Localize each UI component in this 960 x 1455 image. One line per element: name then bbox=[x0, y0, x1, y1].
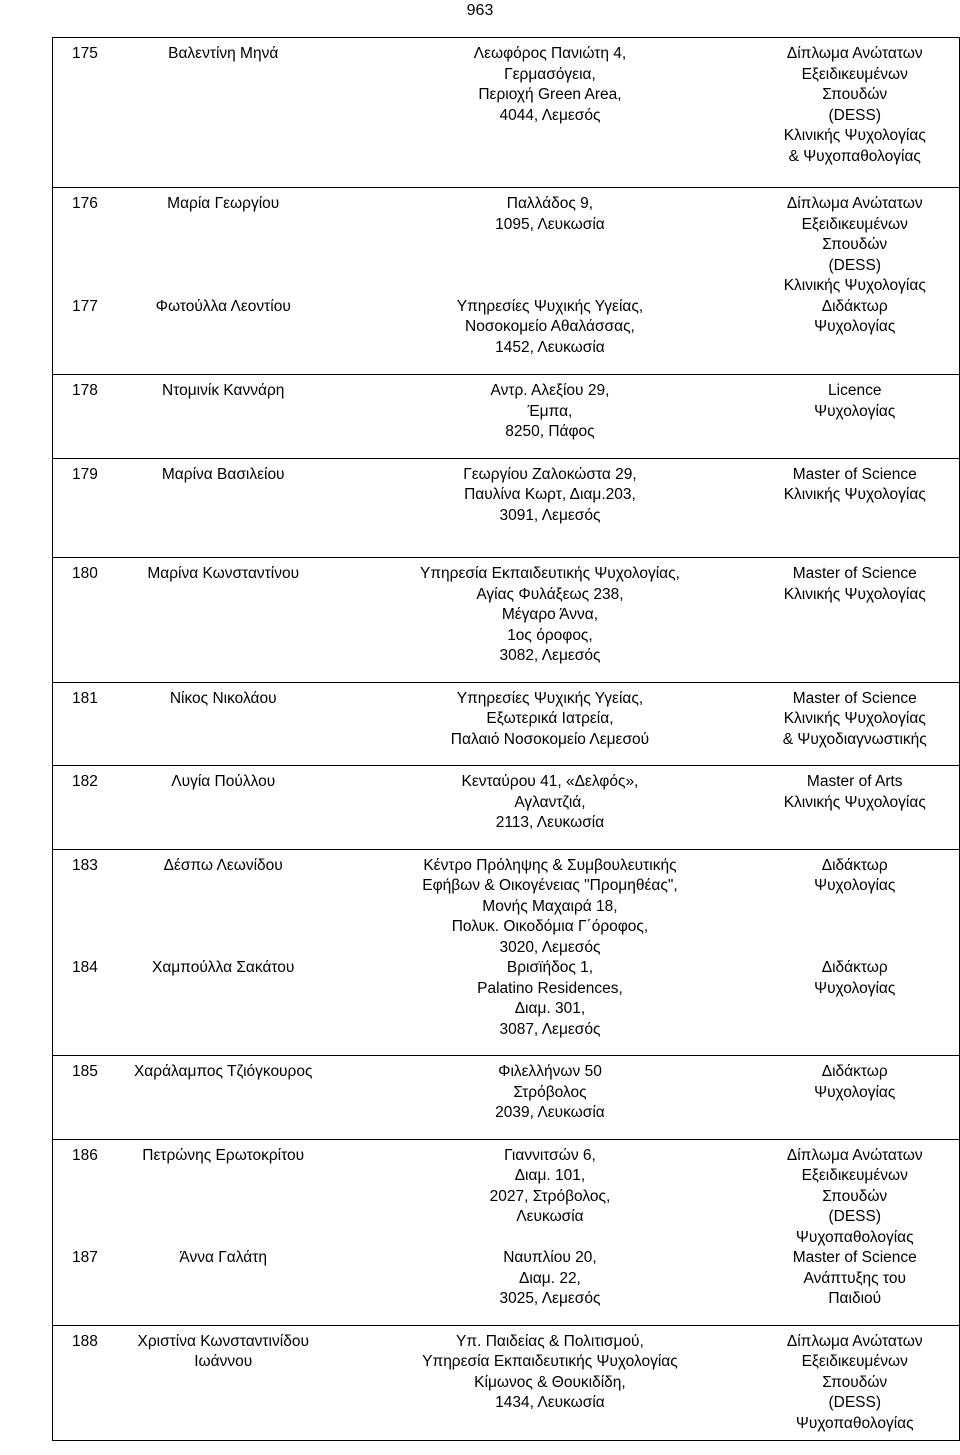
entry-address-line: Palatino Residences, bbox=[477, 979, 623, 997]
entry-qualification bbox=[750, 297, 959, 359]
entry-number: 187 bbox=[72, 1249, 98, 1266]
entry-address-line: Υπηρεσία Εκπαιδευτικής Ψυχολογίας, bbox=[420, 565, 680, 582]
entry-qualification-line: Διδάκτωρ bbox=[821, 856, 888, 874]
entry-address-line: 1095, Λευκωσία bbox=[495, 215, 605, 233]
entry-address-line: 1452, Λευκωσία bbox=[495, 338, 605, 356]
row-cell bbox=[53, 558, 960, 683]
row-cell bbox=[53, 1325, 960, 1441]
entry-name bbox=[97, 381, 349, 443]
entry-number: 179 bbox=[72, 465, 98, 483]
entry-qualification-line: Κλινικής Ψυχολογίας bbox=[783, 710, 926, 727]
entry-address-line: Γεωργίου Ζαλοκώστα 29, bbox=[463, 465, 637, 483]
entry-qualification-line: Master of Arts bbox=[806, 773, 903, 790]
registry-entry bbox=[53, 1146, 959, 1249]
entry-name-line: Μαρία Γεωργίου bbox=[167, 195, 280, 212]
entry-address bbox=[349, 465, 750, 527]
entry-name-line: Βαλεντίνη Μηνά bbox=[168, 45, 279, 62]
entry-address-line: Παυλίνα Κωρτ, Διαμ.203, bbox=[464, 486, 636, 503]
entry-address-line: Κέντρο Πρόληψης & Συμβουλευτικής bbox=[423, 856, 677, 874]
entry-address-line: Φιλελλήνων 50 bbox=[498, 1063, 602, 1080]
entry-name bbox=[97, 1248, 349, 1310]
psychologist-registry-table bbox=[52, 37, 960, 1441]
entry-qualification-line: & Ψυχοδιαγνωστικής bbox=[782, 730, 927, 748]
entry-name bbox=[97, 689, 349, 751]
entry-name bbox=[97, 1332, 349, 1435]
entry-address-line: Μονής Μαχαιρά 18, bbox=[482, 897, 618, 915]
entry-address-line: Γερμασόγεια, bbox=[504, 65, 596, 83]
entry-number: 177 bbox=[72, 297, 98, 315]
entry-qualification-line: (DESS) bbox=[828, 106, 882, 124]
entry-qualification-line: (DESS) bbox=[828, 256, 882, 274]
registry-entry bbox=[53, 564, 959, 667]
entry-address-line: Υπηρεσία Εκπαιδευτικής Ψυχολογίας bbox=[422, 1353, 678, 1370]
entry-number: 175 bbox=[72, 45, 98, 62]
entry-address-line: 3087, Λεμεσός bbox=[499, 1020, 601, 1038]
entry-address bbox=[349, 44, 750, 167]
entry-number: 181 bbox=[72, 689, 98, 707]
entry-address-line: Λευκωσία bbox=[516, 1208, 584, 1225]
entry-name-line: Φωτούλλα Λεοντίου bbox=[155, 297, 291, 315]
entry-qualification-line: Master of Science bbox=[792, 565, 917, 582]
table-row bbox=[53, 38, 960, 188]
entry-qualification bbox=[750, 856, 959, 959]
entry-qualification-line: Ψυχοπαθολογίας bbox=[795, 1228, 914, 1246]
entry-number: 184 bbox=[72, 959, 98, 976]
entry-qualification-line: & Ψυχοπαθολογίας bbox=[788, 147, 921, 165]
entry-address-line: 1434, Λευκωσία bbox=[495, 1394, 605, 1411]
entry-qualification-line: (DESS) bbox=[828, 1394, 882, 1411]
entry-name bbox=[97, 1146, 349, 1249]
entry-name bbox=[97, 194, 349, 297]
row-cell bbox=[53, 458, 960, 558]
entry-name-line: Μαρίνα Κωνσταντίνου bbox=[147, 565, 300, 582]
entry-address-line: Διαμ. 101, bbox=[514, 1167, 586, 1184]
entry-address-line: Έμπα, bbox=[527, 402, 573, 420]
entry-qualification bbox=[750, 564, 959, 667]
entry-qualification-line: Διδάκτωρ bbox=[821, 297, 888, 315]
entry-address bbox=[349, 772, 750, 834]
entry-qualification bbox=[750, 194, 959, 297]
entry-address-line: Εφήβων & Οικογένειας "Προμηθέας", bbox=[422, 877, 678, 894]
entry-address-line: 2039, Λευκωσία bbox=[495, 1104, 605, 1121]
entry-qualification-line: Δίπλωμα Ανώτατων bbox=[786, 195, 923, 212]
entry-qualification-line: Κλινικής Ψυχολογίας bbox=[783, 793, 926, 811]
entry-qualification-line: (DESS) bbox=[828, 1208, 882, 1225]
entry-address-line: Βρισϊήδος 1, bbox=[506, 959, 594, 976]
entry-address-line: Νοσοκομείο Αθαλάσσας, bbox=[465, 318, 635, 335]
entry-address-line: 2113, Λευκωσία bbox=[495, 814, 605, 831]
entry-address bbox=[349, 1248, 750, 1310]
entry-qualification-line: Ψυχοπαθολογίας bbox=[795, 1414, 914, 1432]
entry-qualification-line: Εξειδικευμένων bbox=[801, 65, 908, 83]
registry-entry bbox=[53, 1332, 959, 1435]
entry-qualification bbox=[750, 465, 959, 527]
entry-address-line: Ναυπλίου 20, bbox=[503, 1249, 597, 1266]
table-row bbox=[53, 558, 960, 683]
entry-name bbox=[97, 297, 349, 359]
entry-address bbox=[349, 564, 750, 667]
registry-body bbox=[53, 38, 960, 1441]
entry-qualification-line: Σπουδών bbox=[822, 1187, 888, 1205]
entry-address-line: Υπηρεσίες Ψυχικής Υγείας, bbox=[456, 689, 644, 707]
table-row bbox=[53, 1056, 960, 1140]
entry-address-line: Υπ. Παιδείας & Πολιτισμού, bbox=[456, 1332, 644, 1350]
entry-address-line: 3025, Λεμεσός bbox=[499, 1290, 601, 1307]
entry-number: 176 bbox=[72, 195, 98, 212]
entry-name bbox=[97, 564, 349, 667]
entry-address-line: Κενταύρου 41, «Δελφός», bbox=[461, 773, 639, 790]
page-number: 963 bbox=[466, 2, 494, 19]
entry-address-line: Υπηρεσίες Ψυχικής Υγείας, bbox=[456, 297, 644, 315]
registry-entry bbox=[53, 194, 959, 297]
registry-entry bbox=[53, 381, 959, 443]
entry-number: 180 bbox=[72, 565, 98, 582]
entry-number: 178 bbox=[72, 382, 98, 399]
registry-entry bbox=[53, 1062, 959, 1124]
entry-number: 182 bbox=[72, 773, 98, 790]
row-cell bbox=[53, 38, 960, 188]
entry-qualification-line: Εξειδικευμένων bbox=[801, 1167, 908, 1184]
entry-name bbox=[97, 1062, 349, 1124]
entry-name bbox=[97, 856, 349, 959]
entry-address bbox=[349, 297, 750, 359]
entry-address bbox=[349, 1062, 750, 1124]
entry-address-line: Πολυκ. Οικοδόμια Γ΄όροφος, bbox=[451, 918, 649, 935]
entry-qualification-line: Κλινικής Ψυχολογίας bbox=[783, 277, 926, 294]
registry-entry bbox=[53, 465, 959, 527]
entry-address-line: 3082, Λεμεσός bbox=[499, 647, 601, 664]
entry-name bbox=[97, 958, 349, 1040]
row-cell bbox=[53, 849, 960, 1056]
entry-qualification bbox=[750, 1062, 959, 1124]
entry-qualification-line: Master of Science bbox=[792, 1249, 917, 1266]
entry-qualification-line: Ψυχολογίας bbox=[814, 1083, 896, 1101]
table-row bbox=[53, 375, 960, 459]
entry-qualification bbox=[750, 1248, 959, 1310]
entry-qualification-line: Master of Science bbox=[792, 689, 917, 707]
entry-address bbox=[349, 958, 750, 1040]
table-row bbox=[53, 188, 960, 375]
entry-address bbox=[349, 1146, 750, 1249]
entry-address bbox=[349, 194, 750, 297]
entry-qualification-line: Σπουδών bbox=[822, 236, 888, 253]
row-cell bbox=[53, 188, 960, 375]
entry-name-line: Χαμπούλλα Σακάτου bbox=[152, 959, 295, 976]
row-cell bbox=[53, 375, 960, 459]
entry-qualification-line: Κλινικής Ψυχολογίας bbox=[783, 585, 926, 603]
entry-name-line: Χριστίνα Κωνσταντινίδου bbox=[137, 1332, 309, 1350]
entry-qualification-line: Δίπλωμα Ανώτατων bbox=[786, 1332, 923, 1350]
entry-address-line: Αγίας Φυλάξεως 238, bbox=[476, 585, 624, 603]
entry-qualification bbox=[750, 44, 959, 167]
entry-name-line: Νίκος Νικολάου bbox=[169, 689, 277, 707]
row-cell bbox=[53, 766, 960, 850]
entry-qualification-line: Δίπλωμα Ανώτατων bbox=[786, 1146, 923, 1164]
table-row bbox=[53, 682, 960, 766]
entry-address-line: 3091, Λεμεσός bbox=[499, 506, 601, 524]
entry-qualification-line: Licence bbox=[828, 382, 882, 399]
registry-entry bbox=[53, 772, 959, 834]
entry-name bbox=[97, 465, 349, 527]
entry-address bbox=[349, 689, 750, 751]
entry-address-line: Κίμωνος & Θουκιδίδη, bbox=[474, 1373, 626, 1391]
entry-name-line: Άννα Γαλάτη bbox=[179, 1249, 267, 1266]
entry-name bbox=[97, 44, 349, 167]
registry-entry bbox=[53, 958, 959, 1040]
entry-name-line: Ντομινίκ Καννάρη bbox=[162, 382, 285, 399]
entry-name-line: Μαρίνα Βασιλείου bbox=[161, 465, 285, 483]
entry-address-line: Αντρ. Αλεξίου 29, bbox=[490, 382, 610, 399]
registry-entry bbox=[53, 44, 959, 167]
entry-address-line: 4044, Λεμεσός bbox=[499, 106, 601, 124]
entry-qualification-line: Ψυχολογίας bbox=[814, 402, 896, 420]
entry-address-line: Διαμ. 301, bbox=[514, 1000, 586, 1017]
entry-number: 188 bbox=[72, 1332, 98, 1350]
entry-qualification bbox=[750, 689, 959, 751]
entry-qualification-line: Ψυχολογίας bbox=[814, 979, 896, 997]
entry-qualification-line: Master of Science bbox=[792, 465, 917, 483]
row-cell bbox=[53, 1056, 960, 1140]
entry-address-line: 3020, Λεμεσός bbox=[499, 938, 601, 956]
table-row bbox=[53, 766, 960, 850]
entry-name bbox=[97, 772, 349, 834]
entry-name-line: Ιωάννου bbox=[194, 1353, 253, 1370]
entry-qualification bbox=[750, 1146, 959, 1249]
table-row bbox=[53, 849, 960, 1056]
registry-entry bbox=[53, 297, 959, 359]
table-row bbox=[53, 1139, 960, 1325]
entry-qualification-line: Δίπλωμα Ανώτατων bbox=[786, 45, 923, 62]
entry-address-line: 8250, Πάφος bbox=[505, 423, 595, 440]
entry-address-line: 1ος όροφος, bbox=[507, 626, 593, 644]
entry-qualification-line: Κλινικής Ψυχολογίας bbox=[783, 127, 926, 144]
entry-address-line: Εξωτερικά Ιατρεία, bbox=[486, 710, 614, 727]
registry-entry bbox=[53, 856, 959, 959]
entry-address-line: Στρόβολος bbox=[513, 1083, 587, 1101]
entry-address-line: Λεωφόρος Πανιώτη 4, bbox=[473, 45, 627, 62]
entry-qualification-line: Ανάπτυξης του bbox=[803, 1269, 906, 1287]
row-cell bbox=[53, 682, 960, 766]
entry-name-line: Δέσπω Λεωνίδου bbox=[163, 856, 283, 874]
entry-name-line: Λυγία Πούλλου bbox=[171, 773, 276, 790]
entry-qualification bbox=[750, 772, 959, 834]
entry-address-line: Γιαννιτσών 6, bbox=[504, 1146, 596, 1164]
entry-qualification-line: Διδάκτωρ bbox=[821, 959, 888, 976]
table-row bbox=[53, 1325, 960, 1441]
table-row bbox=[53, 458, 960, 558]
entry-address bbox=[349, 1332, 750, 1435]
entry-qualification-line: Σπουδών bbox=[822, 1373, 888, 1391]
entry-name-line: Πετρώνης Ερωτοκρίτου bbox=[142, 1146, 305, 1164]
entry-number: 183 bbox=[72, 856, 98, 874]
registry-entry bbox=[53, 689, 959, 751]
entry-name-line: Χαράλαμπος Τζιόγκουρος bbox=[133, 1063, 313, 1080]
entry-address bbox=[349, 381, 750, 443]
entry-qualification-line: Παιδιού bbox=[828, 1290, 882, 1307]
entry-qualification-line: Εξειδικευμένων bbox=[801, 215, 908, 233]
entry-address bbox=[349, 856, 750, 959]
entry-address-line: Περιοχή Green Area, bbox=[478, 86, 622, 103]
entry-address-line: Παλλάδος 9, bbox=[506, 195, 594, 212]
entry-qualification bbox=[750, 958, 959, 1040]
entry-number: 186 bbox=[72, 1146, 98, 1164]
entry-qualification bbox=[750, 1332, 959, 1435]
entry-address-line: Αγλαντζιά, bbox=[514, 793, 586, 811]
entry-qualification-line: Εξειδικευμένων bbox=[801, 1353, 908, 1370]
entry-address-line: 2027, Στρόβολος, bbox=[489, 1187, 611, 1205]
entry-qualification-line: Ψυχολογίας bbox=[814, 877, 896, 894]
entry-address-line: Μέγαρο Άννα, bbox=[501, 606, 599, 623]
entry-qualification bbox=[750, 381, 959, 443]
registry-entry bbox=[53, 1248, 959, 1310]
entry-qualification-line: Διδάκτωρ bbox=[821, 1063, 888, 1080]
entry-qualification-line: Ψυχολογίας bbox=[814, 318, 896, 335]
entry-address-line: Παλαιό Νοσοκομείο Λεμεσού bbox=[450, 730, 650, 748]
entry-qualification-line: Σπουδών bbox=[822, 86, 888, 103]
entry-number: 185 bbox=[72, 1063, 98, 1080]
row-cell bbox=[53, 1139, 960, 1325]
entry-address-line: Διαμ. 22, bbox=[519, 1269, 581, 1287]
entry-qualification-line: Κλινικής Ψυχολογίας bbox=[783, 486, 926, 503]
